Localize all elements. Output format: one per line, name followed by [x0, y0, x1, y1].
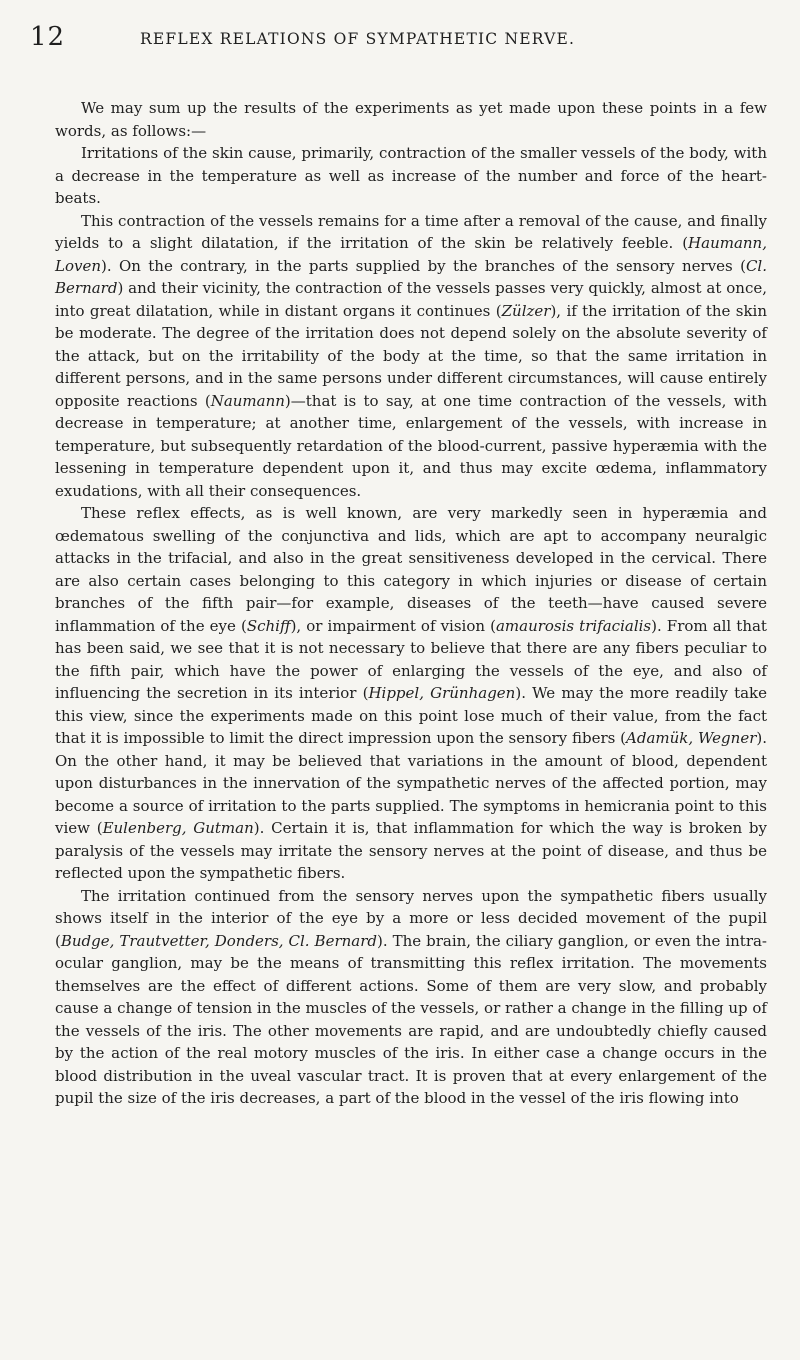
paragraph-irritations: Irritations of the skin cause, primarily, contraction of the smaller vessels of the body, with a decrease in the temperature as well as increase of the number and force of the heart-beats.	[55, 144, 767, 207]
running-head: REFLEX RELATIONS OF SYMPATHETIC NERVE.	[140, 30, 576, 48]
page-number: 12	[30, 22, 66, 52]
paragraph-contraction: This contraction of the vessels remains for a time after a removal of the cause, and finally yields to a slight dilatation, if the irritation of the skin be relatively feeble. (Haumann, Loven). On the contrary, in the parts supplied by the branches of the sensory nerves (Cl. Bernard) and their vicinity, the contraction of the vessels passes very quickly, almost at once, into great dilatation, while in distant organs it continues (Zülzer), if the irritation of the skin be moderate. The degree of the irritation does not depend solely on the absolute severity of the attack, but on the irritability of the body at the time, so that the same irritation in different persons, and in the same persons under different circumstances, will cause entirely opposite reactions (Naumann)—that is to say, at one time contraction of the vessels, with decrease in temperature; at another time, enlargement of the vessels, with increase in temperature, but subsequently retardation of the blood-current, passive hyperæmia with the lessening in temperature dependent upon it, and thus may excite œdema, inflammatory exudations, with all their consequences.	[55, 211, 767, 500]
citation: Schiff	[246, 616, 291, 635]
citation: Haumann, Loven	[55, 234, 767, 275]
citation: Naumann	[210, 391, 285, 410]
paragraph-reflex-effects: These reflex effects, as is well known, are very markedly seen in hyperæmia and œdematous swelling of the conjunctiva and lids, which are apt to accompany neuralgic attacks in the trifacial, and also in the great sensitiveness developed in the cervical. There are also certain cases belonging to this category in which injuries or disease of certain branches of the fifth pair—for example, diseases of the teeth—have caused severe inflammation of the eye (Schiff), or impairment of vision (amaurosis trifacialis). From all that has been said, we see that it is not necessary to believe that there are any fibers peculiar to the fifth pair, which have the power of enlarging the vessels of the eye, and also of influencing the secretion in its interior (Hippel, Grünhagen). We may the more readily take this view, since the experiments made on this point lose much of their value, from the fact that it is impossible to limit the direct impression upon the sensory fibers (Adamük, Wegner). On the other hand, it may be believed that variations in the amount of blood, dependent upon disturbances in the innervation of the sympathetic nerves of the affected portion, may become a source of irritation to the parts supplied. The symptoms in hemicrania point to this view (Eulenberg, Gutman). Certain it is, that inflammation for which the way is broken by paralysis of the vessels may irritate the sensory nerves at the point of disease, and thus be reflected upon the sympathetic fibers.	[55, 504, 767, 882]
citation: Budge, Trautvetter, Donders, Cl. Bernard	[60, 931, 377, 950]
paragraph-summary: We may sum up the results of the experiments as yet made upon these points in a few words, as follows:—	[55, 99, 767, 140]
citation: Cl. Bernard	[55, 256, 767, 297]
citation: Zülzer	[501, 301, 551, 320]
paragraph-pupil: The irritation continued from the sensory nerves upon the sympathetic fibers usually shows itself in the interior of the eye by a more or less decided movement of the pupil (Budge, Trautvetter, Donders, Cl. Bernard). The brain, the ciliary ganglion, or even the intra-ocular ganglion, may be the means of transmitting this reflex irritation. The movements themselves are the effect of different actions. Some of them are very slow, and probably cause a change of tension in the muscles of the vessels, or rather a change in the filling up of the vessels of the iris. The other movements are rapid, and are undoubtedly chiefly caused by the action of the real motory muscles of the iris. In either case a change occurs in the blood distribution in the uveal vascular tract. It is proven that at every enlargement of the pupil the size of the iris decreases, a part of the blood in the vessel of the iris flowing into	[55, 886, 767, 1107]
body-text	[55, 97, 767, 1110]
citation: Adamük, Wegner	[626, 729, 757, 747]
citation: Eulenberg, Gutman	[102, 819, 254, 837]
citation: amaurosis trifacialis	[495, 616, 652, 635]
citation: Hippel, Grünhagen	[368, 684, 516, 702]
page-header	[30, 22, 770, 62]
